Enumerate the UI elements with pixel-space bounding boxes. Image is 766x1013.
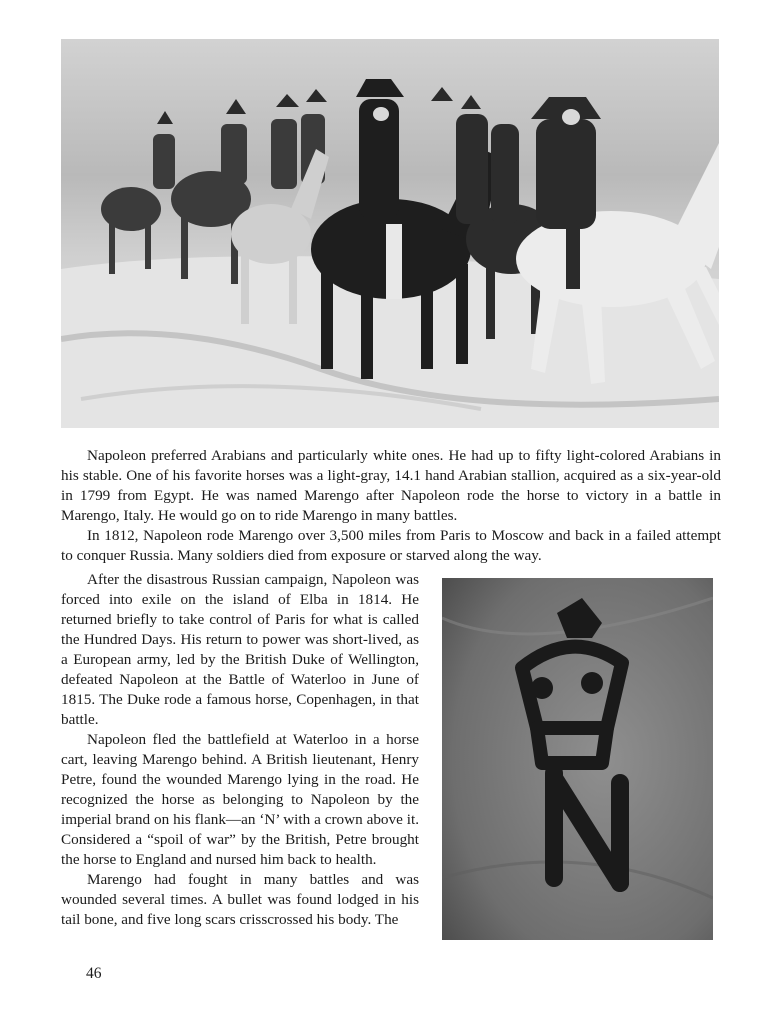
paragraph-waterloo: After the disastrous Russian campaign, Napoleon was forced into exile on the island of Elba in 1814. He returned briefly to take control of Paris for what is called the Hundred Days. His return to power was short-lived, as a European army, led by the British Duke of Wellington, defeated Napoleon at the Battle of Waterloo in June of 1815. The Duke rode a famous horse, Copenhagen, in that battle. bbox=[61, 571, 419, 728]
intro-text bbox=[61, 446, 721, 566]
paragraph-petre: Napoleon fled the battlefield at Waterloo in a horse cart, leaving Marengo behind. A British lieutenant, Henry Petre, found the wounded Marengo lying in the road. He recognized the horse as belonging to Napoleon by the imperial brand on his flank—an ‘N’ with a crown above it. Considered a “spoil of war” by the British, Petre brought the horse to England and nursed him back to health. bbox=[61, 731, 419, 868]
paragraph-wounds: Marengo had fought in many battles and was wounded several times. A bullet was found lodged in his tail bone, and five long scars crisscrossed his body. The bbox=[61, 871, 419, 928]
crown-n-brand-image bbox=[442, 578, 713, 940]
paragraph-arabians: Napoleon preferred Arabians and particularly white ones. He had up to fifty light-colored Arabians in his stable. One of his favorite horses was a light-gray, 14.1 hand Arabian stallion, acquired as a six-year-old in 1799 from Egypt. He was named Marengo after Napoleon rode the horse to victory in a battle in Marengo, Italy. He would go on to ride Marengo in many battles. bbox=[61, 447, 721, 524]
painting-illustration bbox=[61, 39, 719, 428]
paragraph-russia: In 1812, Napoleon rode Marengo over 3,500 miles from Paris to Moscow and back in a failed attempt to conquer Russia. Many soldiers died from exposure or starved along the way. bbox=[61, 527, 721, 564]
column-text bbox=[61, 570, 419, 930]
napoleon-cavalry-painting bbox=[61, 39, 719, 428]
page-number: 46 bbox=[86, 965, 102, 982]
imperial-brand-photo bbox=[442, 578, 713, 940]
